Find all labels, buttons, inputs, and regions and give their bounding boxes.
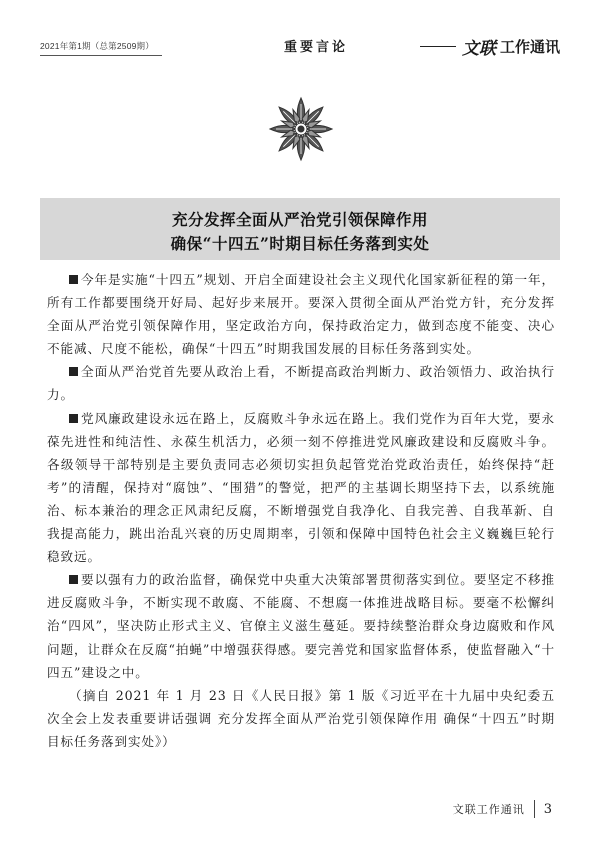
bullet-square-icon <box>69 367 78 376</box>
bullet-square-icon <box>69 414 78 423</box>
paragraph-text: 党风廉政建设永远在路上，反腐败斗争永远在路上。我们党作为百年大党，要永葆先进性和纯洁性、永葆生机活力，必须一刻不停推进党风廉政建设和反腐败斗争。各级领导干部特别是主要负责同志必须切实担负起管党治党政治责任，始终保持“赶考”的清醒，保持对“腐蚀”、“围猎”的警觉，把严的主基调长期坚持下去，以系统施治、标本兼治的理念正风肃纪反腐，不断增强党自我净化、自我完善、自我革新、自我提高能力，跳出治乱兴衰的历史周期率，引领和保障中国特色社会主义巍巍巨轮行稳致远。 <box>47 410 555 565</box>
paragraph-text: 全面从严治党首先要从政治上看，不断提高政治判断力、政治领悟力、政治执行力。 <box>47 364 555 403</box>
page-header <box>40 28 560 60</box>
bullet-square-icon <box>69 575 78 584</box>
article-body <box>47 268 555 753</box>
brand-logo: 文联 <box>461 39 496 59</box>
article-title-line-2: 确保“十四五”时期目标任务落到实处 <box>170 234 430 253</box>
decorative-star-flower-icon <box>268 96 334 162</box>
article-title-banner <box>40 198 560 260</box>
paragraph <box>47 268 555 360</box>
article-title-line-1: 充分发挥全面从严治党引领保障作用 <box>171 210 428 229</box>
footer-divider <box>534 800 535 818</box>
header-rule <box>40 55 162 56</box>
paragraph <box>47 407 555 569</box>
paragraph-text: 要以强有力的政治监督，确保党中央重大决策部署贯彻落实到位。要坚定不移推进反腐败斗争，不断实现不敢腐、不能腐、不想腐一体推进战略目标。要毫不松懈纠治“四风”，坚决防止形式主义、官僚主义滋生蔓延。要持续整治群众身边腐败和作风问题，让群众在反腐“拍蝇”中增强获得感。要完善党和国家监督体系，使监督融入“十四五”建设之中。 <box>47 572 555 680</box>
page-footer <box>453 800 553 818</box>
brand-name: 工作通讯 <box>499 39 560 56</box>
journal-brand <box>420 34 560 59</box>
paragraph-text: 今年是实施“十四五”规划、开启全面建设社会主义现代化国家新征程的第一年，所有工作都要围绕开好局、起好步来展开。要深入贯彻全面从严治党方针，充分发挥全面从严治党引领保障作用，坚定政治方向，保持政治定力，做到态度不能变、决心不能减、尺度不能松，确保“十四五”时期我国发展的目标任务落到实处。 <box>47 272 555 357</box>
section-title: 重要言论 <box>284 40 349 55</box>
source-citation: （摘自 2021 年 1 月 23 日《人民日报》第 1 版《习近平在十九届中央纪委五次全会上发表重要讲话强调 充分发挥全面从严治党引领保障作用 确保“十四五”时期目标任务落到实处》） <box>47 687 555 749</box>
paragraph <box>47 360 555 406</box>
paragraph <box>47 568 555 683</box>
bullet-square-icon <box>69 275 78 284</box>
footer-journal-name: 文联工作通讯 <box>452 803 525 816</box>
brand-rule <box>420 46 456 47</box>
page-number: 3 <box>543 801 553 817</box>
issue-info: 2021年第1期（总第2509期） <box>40 41 154 51</box>
